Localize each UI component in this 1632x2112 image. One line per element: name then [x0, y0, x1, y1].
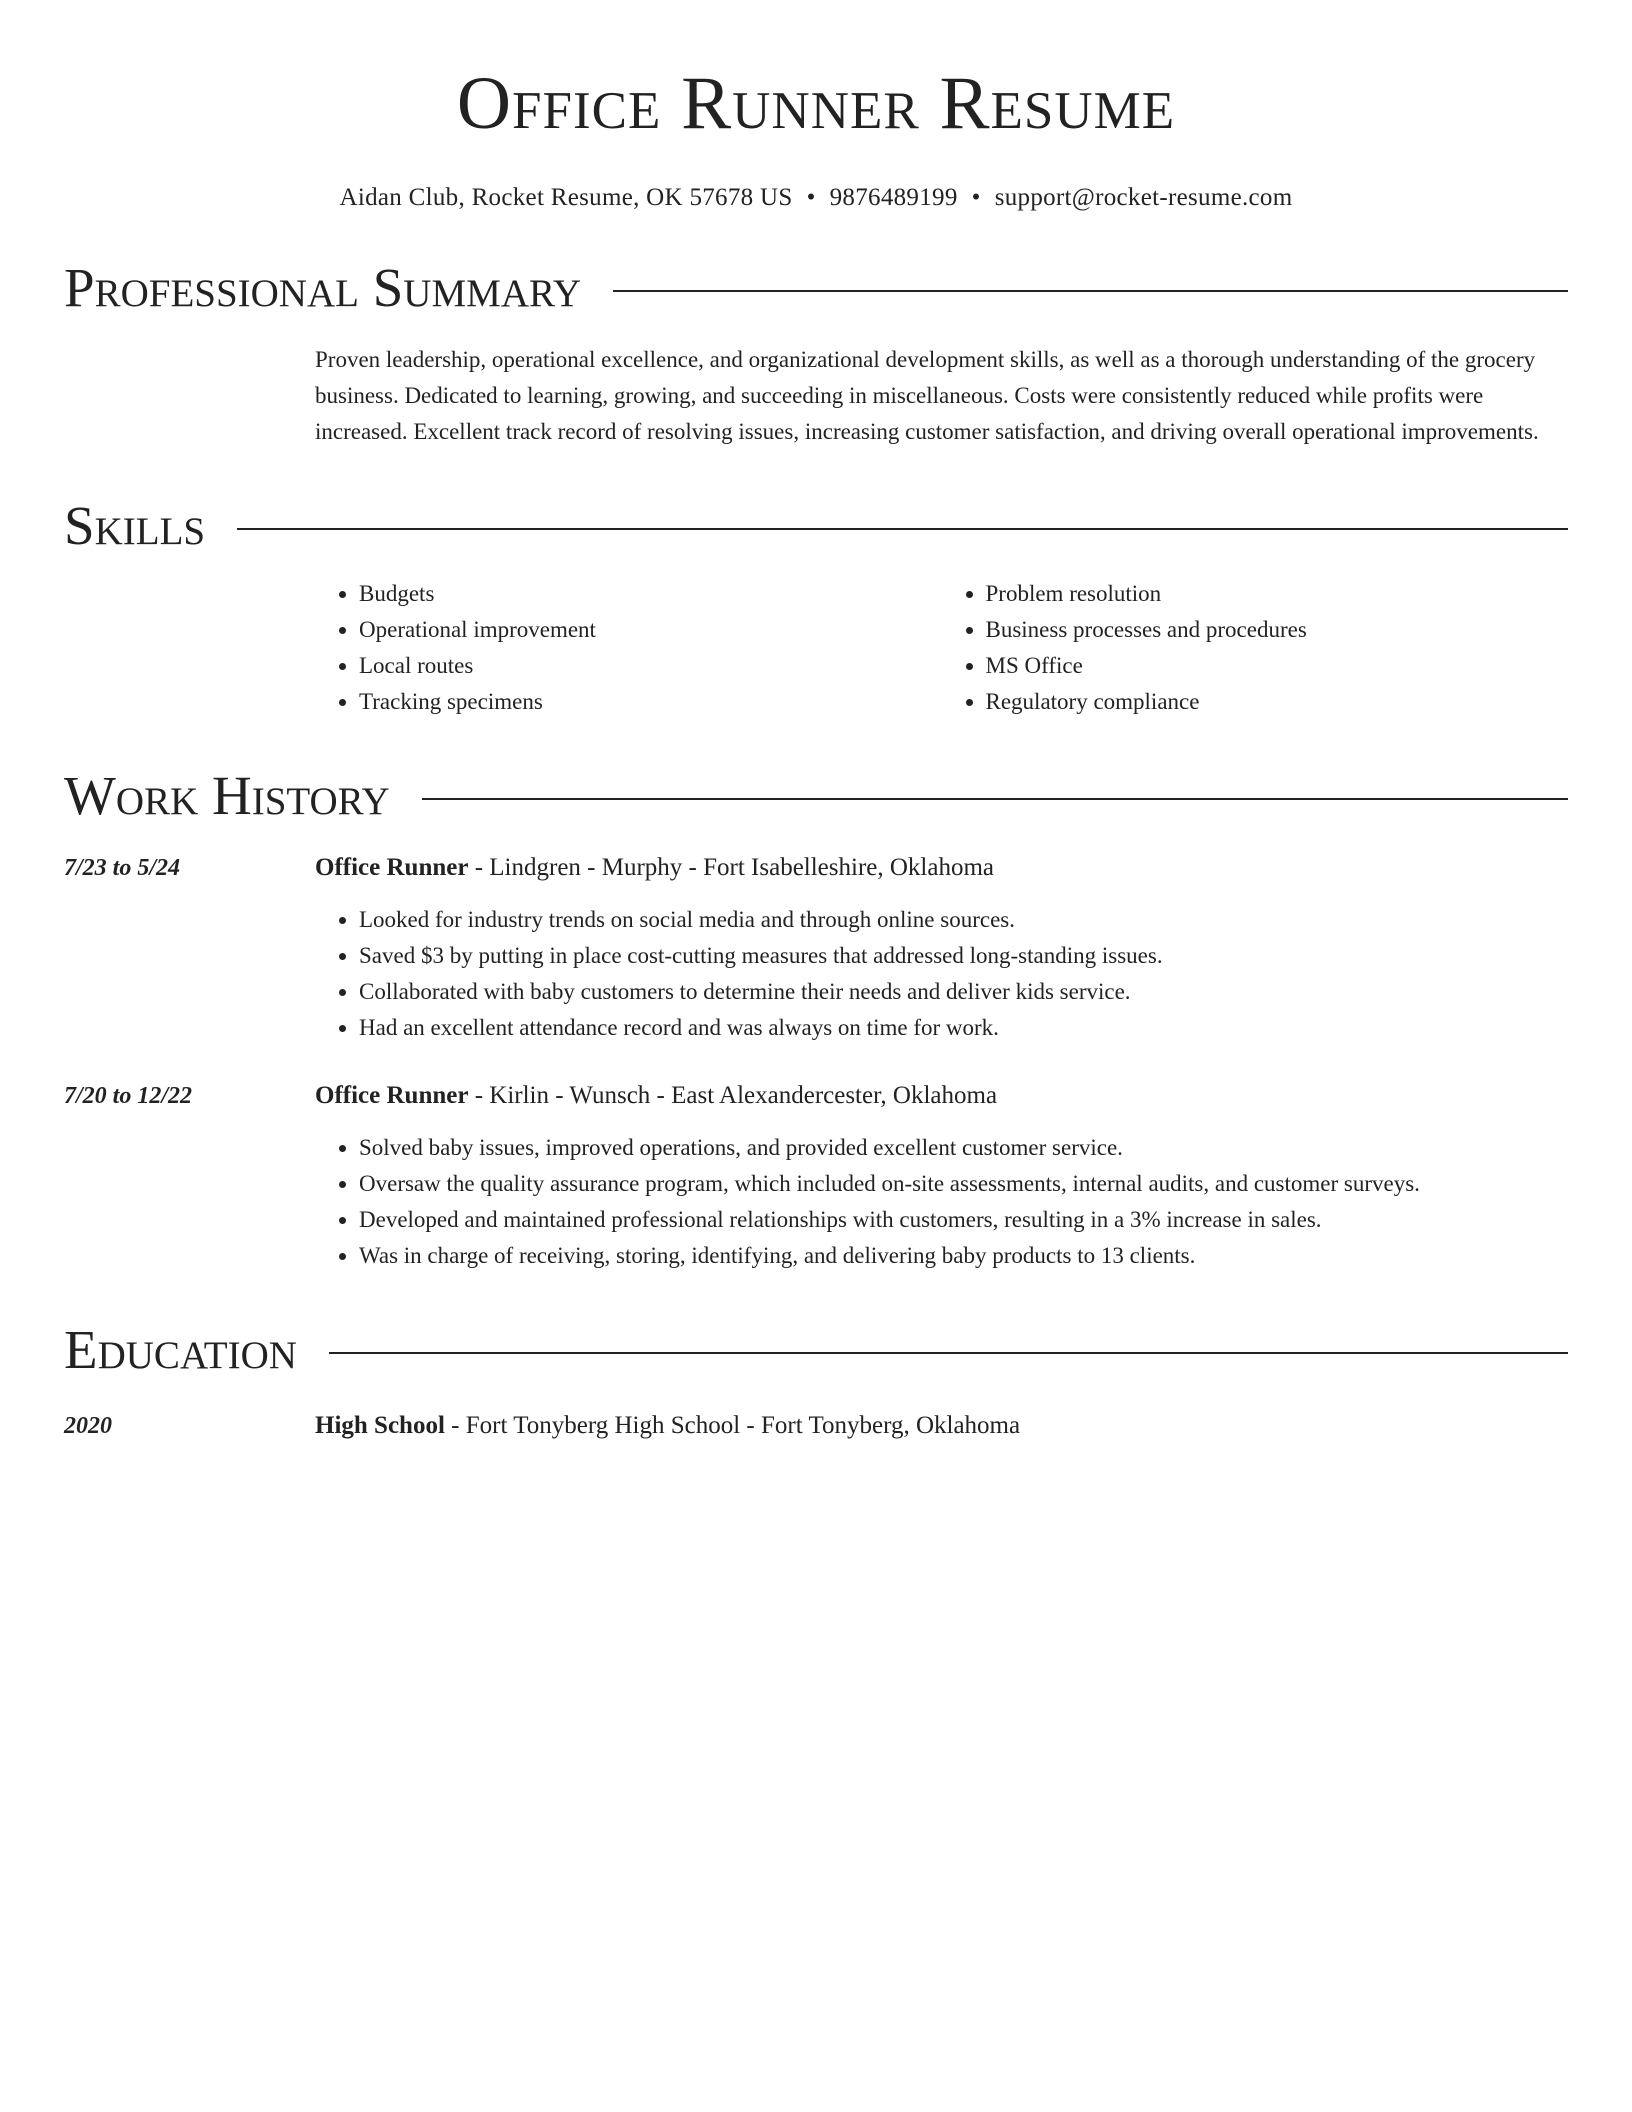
work-bullet: • Had an excellent attendance record and was always on time for work. — [359, 1010, 1568, 1046]
contact-separator: • — [806, 184, 816, 211]
work-entry — [64, 1078, 1568, 1274]
education-line — [315, 1408, 1568, 1444]
education-section-title: Education — [64, 1319, 297, 1380]
education-entry-body — [315, 1408, 1568, 1444]
work-bullet: • Oversaw the quality assurance program, which included on-site assessments, internal audits, and customer surveys. — [359, 1166, 1568, 1202]
work-bullet: • Saved $3 by putting in place cost-cutting measures that addressed long-standing issues. — [359, 938, 1568, 974]
work-bullet: • Collaborated with baby customers to determine their needs and deliver kids service. — [359, 974, 1568, 1010]
work-bullet: • Developed and maintained professional relationships with customers, resulting in a 3% increase in sales. — [359, 1202, 1568, 1238]
section-divider — [422, 798, 1568, 800]
skill-item: • Operational improvement — [359, 612, 942, 648]
work-bullet: • Looked for industry trends on social media and through online sources. — [359, 902, 1568, 938]
resume-title: Office Runner Resume — [456, 62, 1176, 145]
work-section-title: Work History — [64, 765, 390, 826]
work-role: Office Runner — [315, 1082, 469, 1109]
contact-line — [64, 184, 1568, 212]
work-title-line — [315, 850, 1568, 886]
work-entry-body — [315, 1078, 1568, 1274]
education-school: - Fort Tonyberg High School - Fort Tonyberg, Oklahoma — [444, 1412, 1021, 1439]
work-entry — [64, 850, 1568, 1046]
skill-item: • Tracking specimens — [359, 684, 942, 720]
contact-email: support@rocket-resume.com — [994, 184, 1293, 211]
work-bullets — [315, 902, 1568, 1046]
contact-separator: • — [971, 184, 981, 211]
section-divider — [329, 1352, 1568, 1354]
skill-item: • Business processes and procedures — [986, 612, 1569, 648]
work-section-header — [64, 764, 1568, 828]
skills-section-title: Skills — [64, 495, 206, 556]
contact-address: Aidan Club, Rocket Resume, OK 57678 US — [339, 184, 793, 211]
work-dates: 7/23 to 5/24 — [64, 855, 181, 881]
skill-item: • Budgets — [359, 576, 942, 612]
skills-section-header — [64, 494, 1568, 558]
skill-item: • Local routes — [359, 648, 942, 684]
skills-column-right — [942, 576, 1569, 720]
summary-section-header — [64, 256, 1568, 320]
summary-section-title: Professional Summary — [64, 257, 582, 318]
section-divider — [613, 290, 1568, 292]
skills-list — [315, 576, 1568, 720]
skills-column-left — [315, 576, 942, 720]
work-entry-body — [315, 850, 1568, 1046]
work-employer: - Kirlin - Wunsch - East Alexandercester, Oklahoma — [468, 1082, 998, 1109]
education-year: 2020 — [64, 1413, 112, 1439]
work-bullet: • Solved baby issues, improved operations, and provided excellent customer service. — [359, 1130, 1568, 1166]
work-bullets — [315, 1130, 1568, 1274]
skill-item: • Problem resolution — [986, 576, 1569, 612]
section-divider — [237, 528, 1568, 530]
contact-phone: 9876489199 — [829, 184, 958, 211]
work-role: Office Runner — [315, 854, 469, 881]
work-dates: 7/20 to 12/22 — [64, 1083, 193, 1109]
skill-item: • Regulatory compliance — [986, 684, 1569, 720]
work-bullet: • Was in charge of receiving, storing, identifying, and delivering baby products to 13 clients. — [359, 1238, 1568, 1274]
education-section-header — [64, 1318, 1568, 1382]
education-entry — [64, 1408, 1568, 1444]
education-degree: High School — [315, 1412, 445, 1439]
work-employer: - Lindgren - Murphy - Fort Isabelleshire, Oklahoma — [468, 854, 995, 881]
skill-item: • MS Office — [986, 648, 1569, 684]
work-title-line — [315, 1078, 1568, 1114]
summary-text: Proven leadership, operational excellence, and organizational development skills, as well as a thorough understanding of the grocery business. Dedicated to learning, growing, and succeeding in miscellaneous. Costs were consistently reduced while profits were increased. Excellent track record of resolving issues, increasing customer satisfaction, and driving overall operational improvements. — [315, 347, 1539, 444]
